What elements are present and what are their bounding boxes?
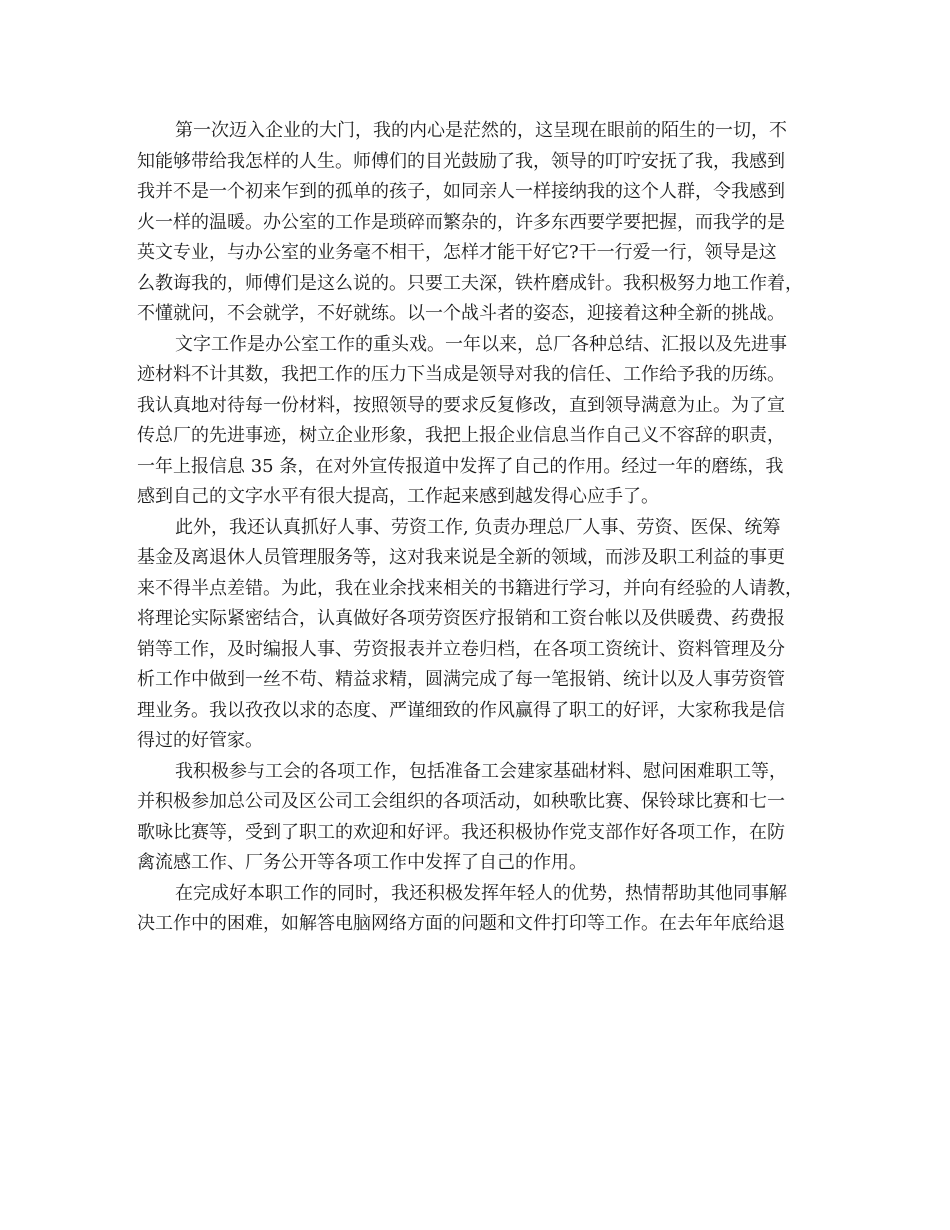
paragraph-line: 此外，我还认真抓好人事、劳资工作, 负责办理总厂人事、劳资、医保、统筹 — [175, 516, 781, 538]
paragraph-line: 我认真地对待每一份材料，按照领导的要求反复修改，直到领导满意为止。为了宣 — [137, 394, 785, 416]
paragraph-line: 理业务。我以孜孜以求的态度、严谨细致的作风赢得了职工的好评，大家称我是信 — [137, 699, 785, 721]
document-body — [137, 116, 827, 940]
paragraph-line: 火一样的温暖。办公室的工作是琐碎而繁杂的，许多东西要学要把握，而我学的是 — [137, 211, 785, 233]
paragraph-3 — [137, 513, 827, 757]
paragraph-5 — [137, 879, 827, 940]
paragraph-line: 得过的好管家。 — [137, 730, 263, 751]
paragraph-line: 来不得半点差错。为此，我在业余找来相关的书籍进行学习，并向有经验的人请教， — [137, 577, 803, 599]
paragraph-line: 析工作中做到一丝不苟、精益求精，圆满完成了每一笔报销、统计以及人事劳资管 — [137, 669, 785, 690]
paragraph-1 — [137, 116, 827, 330]
paragraph-line: 一年上报信息 35 条，在对外宣传报道中发挥了自己的作用。经过一年的磨练，我 — [137, 455, 784, 477]
paragraph-line: 英文专业，与办公室的业务毫不相干，怎样才能干好它?干一行爱一行，领导是这 — [137, 242, 777, 263]
paragraph-line: 我积极参与工会的各项工作，包括准备工会建家基础材料、慰问困难职工等， — [175, 760, 787, 782]
paragraph-line: 知能够带给我怎样的人生。师傅们的目光鼓励了我，领导的叮咛安抚了我，我感到 — [137, 150, 785, 172]
paragraph-line: 歌咏比赛等，受到了职工的欢迎和好评。我还积极协作党支部作好各项工作，在防 — [137, 821, 785, 843]
paragraph-line: 我并不是一个初来乍到的孤单的孩子，如同亲人一样接纳我的这个人群，令我感到 — [137, 181, 785, 202]
paragraph-line: 么教诲我的，师傅们是这么说的。只要工夫深，铁杵磨成针。我积极努力地工作着， — [137, 272, 803, 294]
paragraph-line: 第一次迈入企业的大门，我的内心是茫然的，这呈现在眼前的陌生的一切，不 — [175, 120, 787, 141]
paragraph-line: 感到自己的文字水平有很大提高，工作起来感到越发得心应手了。 — [137, 486, 659, 507]
paragraph-line: 不懂就问，不会就学，不好就练。以一个战斗者的姿态，迎接着这种全新的挑战。 — [137, 303, 785, 324]
paragraph-4 — [137, 757, 827, 879]
paragraph-2 — [137, 330, 827, 513]
paragraph-line: 禽流感工作、厂务公开等各项工作中发挥了自己的作用。 — [137, 852, 587, 873]
paragraph-line: 并积极参加总公司及区公司工会组织的各项活动，如秧歌比赛、保铃球比赛和七一 — [137, 791, 785, 812]
paragraph-line: 文字工作是办公室工作的重头戏。一年以来，总厂各种总结、汇报以及先进事 — [175, 333, 787, 355]
paragraph-line: 在完成好本职工作的同时，我还积极发挥年轻人的优势，热情帮助其他同事解 — [175, 882, 787, 904]
paragraph-line: 迹材料不计其数，我把工作的压力下当成是领导对我的信任、工作给予我的历练。 — [137, 364, 785, 385]
paragraph-line: 将理论实际紧密结合，认真做好各项劳资医疗报销和工资台帐以及供暖费、药费报 — [137, 608, 785, 629]
paragraph-line: 传总厂的先进事迹，树立企业形象，我把上报企业信息当作自己义不容辞的职责， — [137, 425, 785, 446]
paragraph-line: 决工作中的困难，如解答电脑网络方面的问题和文件打印等工作。在去年年底给退 — [137, 913, 785, 934]
paragraph-line: 基金及离退休人员管理服务等，这对我来说是全新的领域，而涉及职工利益的事更 — [137, 547, 785, 568]
paragraph-line: 销等工作，及时编报人事、劳资报表并立卷归档，在各项工资统计、资料管理及分 — [137, 638, 785, 660]
